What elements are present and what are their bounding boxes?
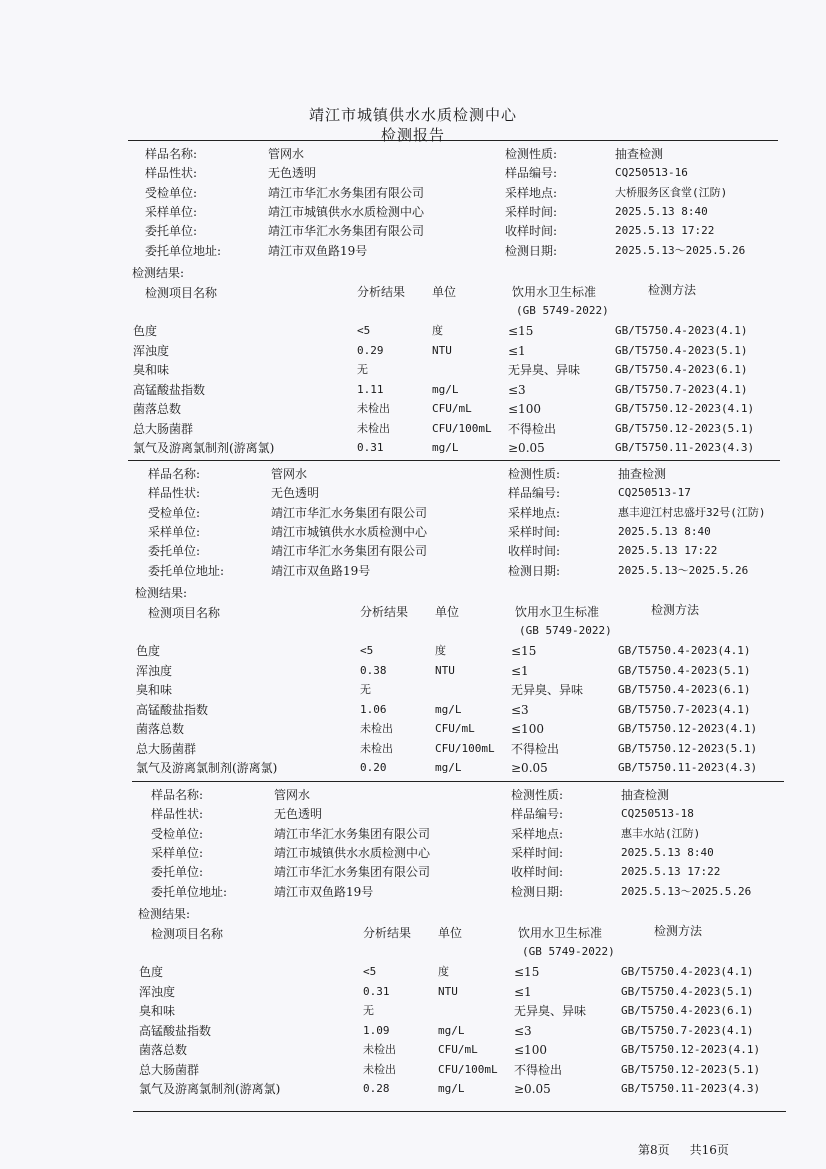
- value-test-nature: 抽查检测: [618, 467, 667, 481]
- label-sampling-unit: 采样单位:: [151, 845, 204, 860]
- cell-standard: ≥0.05: [514, 1082, 551, 1096]
- cell-unit: mg/L: [432, 441, 459, 454]
- cell-item: 高锰酸盐指数: [133, 382, 206, 397]
- report-title: 靖江市城镇供水水质检测中心: [308, 106, 517, 124]
- cell-method: GB/T5750.4-2023(6.1): [615, 363, 748, 376]
- value-sampling-unit: 靖江市城镇供水水质检测中心: [274, 845, 431, 860]
- label-test-nature: 检测性质:: [505, 147, 558, 161]
- cell-standard: ≤15: [514, 965, 540, 979]
- cell-result: 1.06: [360, 702, 387, 716]
- cell-result: 未检出: [360, 722, 393, 735]
- value-sampling-unit: 靖江市城镇供水水质检测中心: [268, 204, 425, 219]
- label-sampling-unit: 采样单位:: [148, 524, 201, 539]
- label-client-address: 委托单位地址:: [148, 563, 225, 578]
- value-sample-no: CQ250513-18: [621, 807, 694, 821]
- cell-result: <5: [363, 965, 377, 978]
- label-sampling-site: 采样地点:: [508, 505, 561, 520]
- column-header-standard-code: (GB 5749-2022): [522, 945, 615, 958]
- label-sample-name: 样品名称:: [151, 788, 204, 802]
- cell-result: 未检出: [363, 1043, 396, 1056]
- cell-method: GB/T5750.12-2023(4.1): [618, 722, 758, 735]
- value-inspected-unit: 靖江市华汇水务集团有限公司: [274, 826, 431, 841]
- cell-unit: CFU/100mL: [438, 1062, 498, 1076]
- value-sample-no: CQ250513-17: [618, 486, 691, 500]
- cell-standard: ≥0.05: [511, 761, 548, 775]
- value-client-address: 靖江市双鱼路19号: [268, 243, 368, 258]
- cell-result: 0.31: [357, 441, 384, 454]
- column-header-item: 检测项目名称: [148, 606, 221, 620]
- label-sample-name: 样品名称:: [148, 467, 201, 481]
- label-sampling-site: 采样地点:: [511, 826, 564, 841]
- label-sample-no: 样品编号:: [511, 807, 564, 822]
- value-sampling-site: 惠丰水站(江防): [621, 826, 701, 840]
- label-sample-state: 样品性状:: [151, 807, 204, 822]
- cell-result: 0.31: [363, 984, 390, 998]
- cell-unit: CFU/mL: [435, 722, 475, 735]
- column-header-standard-code: (GB 5749-2022): [516, 304, 609, 317]
- cell-standard: ≤100: [508, 402, 541, 416]
- cell-standard: ≤3: [508, 382, 526, 397]
- value-sampling-time: 2025.5.13 8:40: [615, 204, 708, 218]
- cell-item: 臭和味: [136, 683, 173, 697]
- column-header-unit: 单位: [438, 926, 463, 940]
- label-receive-time: 收样时间:: [508, 544, 561, 559]
- cell-result: 未检出: [357, 402, 390, 415]
- value-state: 无色透明: [271, 486, 320, 501]
- value-client-unit: 靖江市华汇水务集团有限公司: [274, 865, 431, 880]
- cell-unit: 度: [432, 324, 443, 337]
- section-rule: [128, 140, 778, 141]
- cell-standard: 不得检出: [514, 1062, 563, 1077]
- cell-item: 浑浊度: [133, 343, 170, 358]
- column-header-item: 检测项目名称: [145, 286, 218, 300]
- column-header-standard: 饮用水卫生标准: [512, 285, 597, 299]
- value-name: 管网水: [274, 788, 311, 802]
- label-test-nature: 检测性质:: [511, 788, 564, 802]
- column-header-method: 检测方法: [654, 924, 703, 938]
- label-inspected-unit: 受检单位:: [145, 185, 198, 200]
- column-header-item: 检测项目名称: [151, 927, 224, 941]
- label-sampling-site: 采样地点:: [505, 185, 558, 200]
- value-state: 无色透明: [274, 807, 323, 822]
- value-inspected-unit: 靖江市华汇水务集团有限公司: [271, 505, 428, 520]
- cell-item: 总大肠菌群: [136, 741, 197, 756]
- cell-method: GB/T5750.12-2023(5.1): [618, 741, 758, 755]
- cell-result: <5: [357, 324, 371, 337]
- results-heading: 检测结果:: [135, 586, 188, 600]
- cell-unit: CFU/mL: [432, 402, 472, 415]
- value-test-date: 2025.5.13～2025.5.26: [621, 884, 752, 898]
- column-header-unit: 单位: [432, 285, 457, 299]
- cell-method: GB/T5750.4-2023(4.1): [621, 965, 754, 978]
- cell-unit: mg/L: [435, 761, 462, 774]
- page-number: 第8页: [638, 1143, 670, 1157]
- cell-unit: NTU: [435, 663, 455, 677]
- cell-item: 臭和味: [139, 1004, 176, 1018]
- cell-item: 高锰酸盐指数: [136, 702, 209, 717]
- label-sampling-time: 采样时间:: [511, 845, 564, 860]
- cell-method: GB/T5750.4-2023(5.1): [618, 663, 751, 677]
- label-inspected-unit: 受检单位:: [148, 505, 201, 520]
- cell-result: 1.09: [363, 1023, 390, 1037]
- value-client-unit: 靖江市华汇水务集团有限公司: [268, 224, 425, 239]
- column-header-standard: 饮用水卫生标准: [518, 926, 603, 940]
- cell-item: 高锰酸盐指数: [139, 1023, 212, 1038]
- cell-method: GB/T5750.7-2023(4.1): [621, 1023, 754, 1037]
- cell-item: 氯气及游离氯制剂(游离氯): [133, 441, 275, 455]
- cell-method: GB/T5750.4-2023(6.1): [621, 1004, 754, 1017]
- value-sampling-time: 2025.5.13 8:40: [621, 845, 714, 859]
- label-sampling-time: 采样时间:: [508, 524, 561, 539]
- value-sampling-site: 惠丰迎江村忠盛圩32号(江防): [618, 505, 766, 519]
- cell-method: GB/T5750.4-2023(4.1): [615, 324, 748, 337]
- cell-standard: ≥0.05: [508, 441, 545, 455]
- value-client-address: 靖江市双鱼路19号: [271, 563, 371, 578]
- cell-standard: 无异臭、异味: [508, 363, 581, 377]
- cell-item: 色度: [136, 644, 161, 658]
- cell-unit: CFU/mL: [438, 1043, 478, 1056]
- column-header-method: 检测方法: [648, 283, 697, 297]
- label-test-date: 检测日期:: [505, 243, 558, 258]
- value-sampling-time: 2025.5.13 8:40: [618, 524, 711, 538]
- cell-method: GB/T5750.12-2023(4.1): [621, 1043, 761, 1056]
- section-rule: [128, 460, 780, 461]
- cell-result: 0.28: [363, 1082, 390, 1095]
- label-sampling-unit: 采样单位:: [145, 204, 198, 219]
- label-sample-no: 样品编号:: [505, 166, 558, 181]
- cell-item: 色度: [133, 324, 158, 338]
- cell-standard: ≤1: [511, 663, 529, 678]
- cell-item: 菌落总数: [136, 722, 185, 736]
- cell-method: GB/T5750.12-2023(4.1): [615, 402, 755, 415]
- cell-result: 未检出: [360, 741, 393, 755]
- label-client-unit: 委托单位:: [151, 865, 204, 880]
- cell-unit: CFU/100mL: [435, 741, 495, 755]
- cell-item: 浑浊度: [136, 663, 173, 678]
- cell-standard: ≤100: [511, 722, 544, 736]
- cell-unit: CFU/100mL: [432, 421, 492, 435]
- label-receive-time: 收样时间:: [511, 865, 564, 880]
- cell-result: 1.11: [357, 382, 384, 396]
- value-receive-time: 2025.5.13 17:22: [621, 865, 721, 879]
- cell-item: 氯气及游离氯制剂(游离氯): [136, 761, 278, 775]
- cell-unit: mg/L: [438, 1023, 465, 1037]
- cell-standard: 不得检出: [508, 421, 557, 436]
- column-header-result: 分析结果: [363, 926, 412, 940]
- column-header-standard: 饮用水卫生标准: [515, 605, 600, 619]
- cell-method: GB/T5750.11-2023(4.3): [621, 1082, 761, 1095]
- column-header-unit: 单位: [435, 605, 460, 619]
- column-header-result: 分析结果: [357, 285, 406, 299]
- cell-unit: mg/L: [435, 702, 462, 716]
- cell-method: GB/T5750.7-2023(4.1): [618, 702, 751, 716]
- cell-result: 未检出: [357, 421, 390, 435]
- bottom-rule: [133, 1111, 786, 1112]
- cell-result: 无: [357, 363, 368, 376]
- cell-standard: 无异臭、异味: [514, 1004, 587, 1018]
- value-test-date: 2025.5.13～2025.5.26: [618, 563, 749, 577]
- cell-unit: mg/L: [438, 1082, 465, 1095]
- cell-unit: 度: [438, 965, 449, 978]
- column-header-method: 检测方法: [651, 603, 700, 617]
- cell-item: 氯气及游离氯制剂(游离氯): [139, 1082, 281, 1096]
- value-sampling-site: 大桥服务区食堂(江防): [615, 185, 728, 199]
- cell-method: GB/T5750.7-2023(4.1): [615, 382, 748, 396]
- cell-method: GB/T5750.11-2023(4.3): [618, 761, 758, 774]
- label-test-date: 检测日期:: [511, 884, 564, 899]
- value-test-date: 2025.5.13～2025.5.26: [615, 243, 746, 257]
- cell-method: GB/T5750.4-2023(6.1): [618, 683, 751, 696]
- cell-unit: 度: [435, 644, 446, 657]
- cell-standard: ≤3: [511, 702, 529, 717]
- column-header-standard-code: (GB 5749-2022): [519, 624, 612, 637]
- cell-standard: ≤1: [514, 984, 532, 999]
- label-client-unit: 委托单位:: [145, 224, 198, 239]
- label-client-address: 委托单位地址:: [151, 884, 228, 899]
- cell-method: GB/T5750.12-2023(5.1): [621, 1062, 761, 1076]
- cell-unit: NTU: [432, 343, 452, 357]
- label-client-unit: 委托单位:: [148, 544, 201, 559]
- label-receive-time: 收样时间:: [505, 224, 558, 239]
- value-client-unit: 靖江市华汇水务集团有限公司: [271, 544, 428, 559]
- cell-item: 总大肠菌群: [139, 1062, 200, 1077]
- cell-method: GB/T5750.11-2023(4.3): [615, 441, 755, 454]
- value-state: 无色透明: [268, 166, 317, 181]
- value-client-address: 靖江市双鱼路19号: [274, 884, 374, 899]
- cell-standard: ≤15: [511, 644, 537, 658]
- cell-standard: 无异臭、异味: [511, 683, 584, 697]
- cell-result: <5: [360, 644, 374, 657]
- cell-item: 色度: [139, 965, 164, 979]
- column-header-result: 分析结果: [360, 605, 409, 619]
- label-sample-state: 样品性状:: [145, 166, 198, 181]
- cell-unit: mg/L: [432, 382, 459, 396]
- cell-standard: ≤1: [508, 343, 526, 358]
- cell-unit: NTU: [438, 984, 458, 998]
- cell-method: GB/T5750.4-2023(4.1): [618, 644, 751, 657]
- cell-standard: ≤100: [514, 1043, 547, 1057]
- value-receive-time: 2025.5.13 17:22: [618, 544, 718, 558]
- cell-result: 未检出: [363, 1062, 396, 1076]
- cell-result: 0.29: [357, 343, 384, 357]
- value-receive-time: 2025.5.13 17:22: [615, 224, 715, 238]
- label-inspected-unit: 受检单位:: [151, 826, 204, 841]
- cell-item: 浑浊度: [139, 984, 176, 999]
- results-heading: 检测结果:: [132, 266, 185, 280]
- value-test-nature: 抽查检测: [621, 788, 670, 802]
- cell-standard: ≤15: [508, 324, 534, 338]
- cell-item: 菌落总数: [133, 402, 182, 416]
- label-sample-name: 样品名称:: [145, 147, 198, 161]
- label-client-address: 委托单位地址:: [145, 243, 222, 258]
- label-sampling-time: 采样时间:: [505, 204, 558, 219]
- value-name: 管网水: [271, 467, 308, 481]
- value-inspected-unit: 靖江市华汇水务集团有限公司: [268, 185, 425, 200]
- cell-method: GB/T5750.12-2023(5.1): [615, 421, 755, 435]
- value-name: 管网水: [268, 147, 305, 161]
- page-footer: [638, 1141, 749, 1158]
- cell-method: GB/T5750.4-2023(5.1): [615, 343, 748, 357]
- report-subtitle: 检测报告: [380, 126, 445, 144]
- section-rule: [132, 781, 784, 782]
- value-test-nature: 抽查检测: [615, 147, 664, 161]
- cell-standard: ≤3: [514, 1023, 532, 1038]
- label-sample-no: 样品编号:: [508, 486, 561, 501]
- cell-item: 臭和味: [133, 363, 170, 377]
- cell-item: 菌落总数: [139, 1043, 188, 1057]
- label-sample-state: 样品性状:: [148, 486, 201, 501]
- cell-item: 总大肠菌群: [133, 421, 194, 436]
- cell-result: 无: [360, 683, 371, 696]
- page-total: 共16页: [689, 1143, 729, 1157]
- results-heading: 检测结果:: [138, 907, 191, 921]
- cell-result: 0.20: [360, 761, 387, 774]
- value-sample-no: CQ250513-16: [615, 166, 688, 180]
- label-test-nature: 检测性质:: [508, 467, 561, 481]
- cell-result: 无: [363, 1004, 374, 1017]
- cell-standard: 不得检出: [511, 741, 560, 756]
- label-test-date: 检测日期:: [508, 563, 561, 578]
- cell-result: 0.38: [360, 663, 387, 677]
- value-sampling-unit: 靖江市城镇供水水质检测中心: [271, 524, 428, 539]
- cell-method: GB/T5750.4-2023(5.1): [621, 984, 754, 998]
